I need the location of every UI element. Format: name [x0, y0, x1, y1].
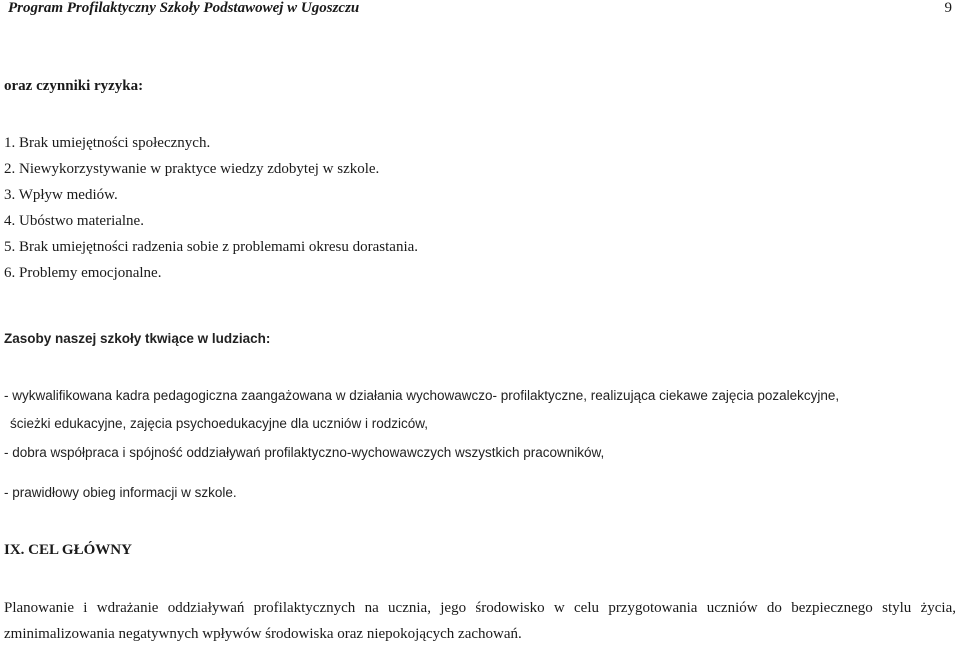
risk-factor-item: 4. Ubóstwo materialne.: [4, 213, 144, 229]
goal-paragraph: Planowanie i wdrażanie oddziaływań profilaktycznych na ucznia, jego środowisko w celu przygotowania uczniów do bezpiecznego stylu życia, zminimalizowania negatywnych wpływów środowiska oraz niepokojących zachowań.: [4, 600, 956, 642]
resource-item: - dobra współpraca i spójność oddziaływań profilaktyczno-wychowawczych wszystkich pracowników,: [4, 445, 605, 460]
page-number: 9: [944, 0, 952, 16]
risk-factor-item: 6. Problemy emocjonalne.: [4, 265, 162, 281]
risk-factor-item: 2. Niewykorzystywanie w praktyce wiedzy zdobytej w szkole.: [4, 161, 380, 177]
page-header-title: Program Profilaktyczny Szkoły Podstawowej w Ugoszczu: [8, 0, 360, 16]
risk-factor-item: 5. Brak umiejętności radzenia sobie z problemami okresu dorastania.: [4, 239, 419, 255]
resource-item: ścieżki edukacyjne, zajęcia psychoedukacyjne dla uczniów i rodziców,: [10, 416, 428, 431]
resource-item: - wykwalifikowana kadra pedagogiczna zaangażowana w działania wychowawczo- profilaktyczne, realizująca ciekawe zajęcia pozalekcyjne,: [4, 388, 840, 403]
resources-heading: Zasoby naszej szkoły tkwiące w ludziach:: [4, 331, 271, 346]
risk-factor-item: 1. Brak umiejętności społecznych.: [4, 135, 211, 151]
risk-factor-item: 3. Wpływ mediów.: [4, 187, 118, 203]
goal-heading: IX. CEL GŁÓWNY: [4, 542, 132, 558]
risk-factors-heading: oraz czynniki ryzyka:: [4, 78, 144, 94]
resource-item: - prawidłowy obieg informacji w szkole.: [4, 485, 237, 500]
